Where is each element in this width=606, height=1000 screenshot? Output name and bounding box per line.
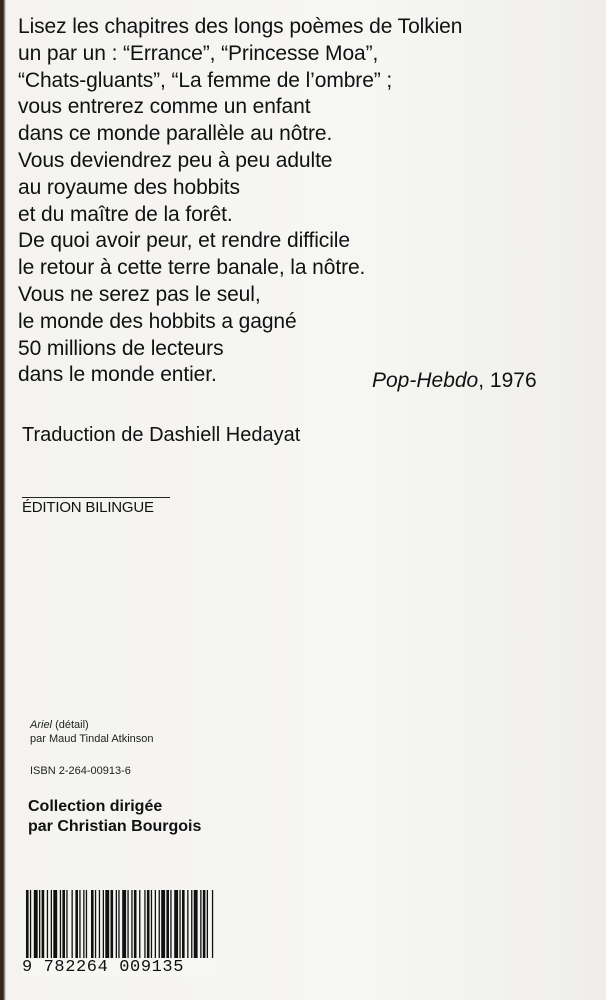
barcode-bar — [34, 890, 38, 958]
barcode-bar — [86, 890, 87, 958]
barcode-bar — [103, 890, 104, 958]
blurb-line: Vous deviendrez peu à peu adulte — [18, 148, 333, 172]
barcode-bar — [99, 890, 100, 958]
blurb-line: et du maître de la forêt. — [18, 202, 233, 226]
barcode-bar — [191, 890, 192, 958]
artwork-artist: par Maud Tindal Atkinson — [30, 733, 154, 745]
barcode-bar — [200, 890, 201, 958]
barcode-bar — [62, 890, 65, 958]
blurb-line: un par un : “Errance”, “Princesse Moa”, — [18, 41, 379, 65]
artwork-title-line — [30, 718, 154, 732]
blurb-line: vous entrerez comme un enfant — [18, 95, 311, 119]
barcode-bar — [151, 890, 152, 958]
barcode-bar — [182, 890, 185, 958]
barcode-bar — [144, 890, 145, 958]
barcode-bar — [95, 890, 96, 958]
cover-art-credit — [30, 718, 154, 746]
barcode-bar — [118, 890, 119, 958]
artwork-title: Ariel — [30, 719, 53, 731]
blurb-line: au royaume des hobbits — [18, 175, 240, 199]
barcode-bar — [159, 890, 160, 958]
barcode-bar — [203, 890, 206, 958]
translator-credit: Traduction de Dashiell Hedayat — [22, 424, 301, 446]
barcode-bar — [166, 890, 169, 958]
artwork-detail: (détail) — [52, 719, 89, 731]
barcode-bar — [207, 890, 208, 958]
barcode-bar — [170, 890, 171, 958]
barcode-bar — [111, 890, 114, 958]
barcode-bar — [72, 890, 73, 958]
barcode-bar — [194, 890, 198, 958]
blurb-line: Vous ne serez pas le seul, — [18, 282, 261, 306]
barcode-digits: 9 782264 009135 — [22, 958, 218, 977]
barcode-bar — [60, 890, 61, 958]
source-publication: Pop-Hebdo — [372, 369, 479, 392]
barcode-bar — [187, 890, 188, 958]
barcode-bar — [116, 890, 117, 958]
barcode-bar — [75, 890, 78, 958]
blurb-line: Lisez les chapitres des longs poèmes de Tolkien — [18, 15, 463, 38]
barcode-bar — [39, 890, 40, 958]
blurb-line: le monde des hobbits a gagné — [18, 309, 297, 333]
barcode-bar — [47, 890, 48, 958]
blurb-line: le retour à cette terre banale, la nôtre. — [18, 256, 366, 280]
barcode-bar — [83, 890, 84, 958]
barcode-bar — [174, 890, 178, 958]
barcode-bar — [79, 890, 80, 958]
source-year: , 1976 — [478, 369, 537, 392]
barcode-bar — [42, 890, 45, 958]
barcode-bar — [53, 890, 57, 958]
barcode-bar — [134, 890, 137, 958]
quote-source — [372, 369, 537, 393]
barcode-bar — [51, 890, 52, 958]
barcode-bar — [105, 890, 109, 958]
barcode-bar — [179, 890, 180, 958]
blurb-line: dans le monde entier. — [18, 363, 217, 387]
barcode-bar — [155, 890, 156, 958]
blurb-line: De quoi avoir peur, et rendre difficile — [18, 229, 350, 253]
blurb-line: “Chats-gluants”, “La femme de l’ombre” ; — [18, 68, 393, 92]
blurb-line: 50 millions de lecteurs — [18, 336, 224, 360]
collection-line-1: Collection dirigée — [28, 798, 163, 815]
blurb-line: dans ce monde parallèle au nôtre. — [18, 122, 333, 146]
barcode-bar — [131, 890, 132, 958]
barcode-bar — [127, 890, 128, 958]
edition-rule — [22, 497, 170, 498]
collection-credit — [28, 797, 201, 837]
barcode-bar — [91, 890, 94, 958]
edition-label: ÉDITION BILINGUE — [22, 499, 154, 516]
blurb-text — [18, 14, 578, 389]
collection-line-2: par Christian Bourgois — [28, 818, 202, 835]
barcode-bar — [122, 890, 126, 958]
barcode-bar — [66, 890, 67, 958]
isbn: ISBN 2-264-00913-6 — [30, 765, 131, 777]
barcode-bar — [161, 890, 165, 958]
barcode-bar — [147, 890, 150, 958]
